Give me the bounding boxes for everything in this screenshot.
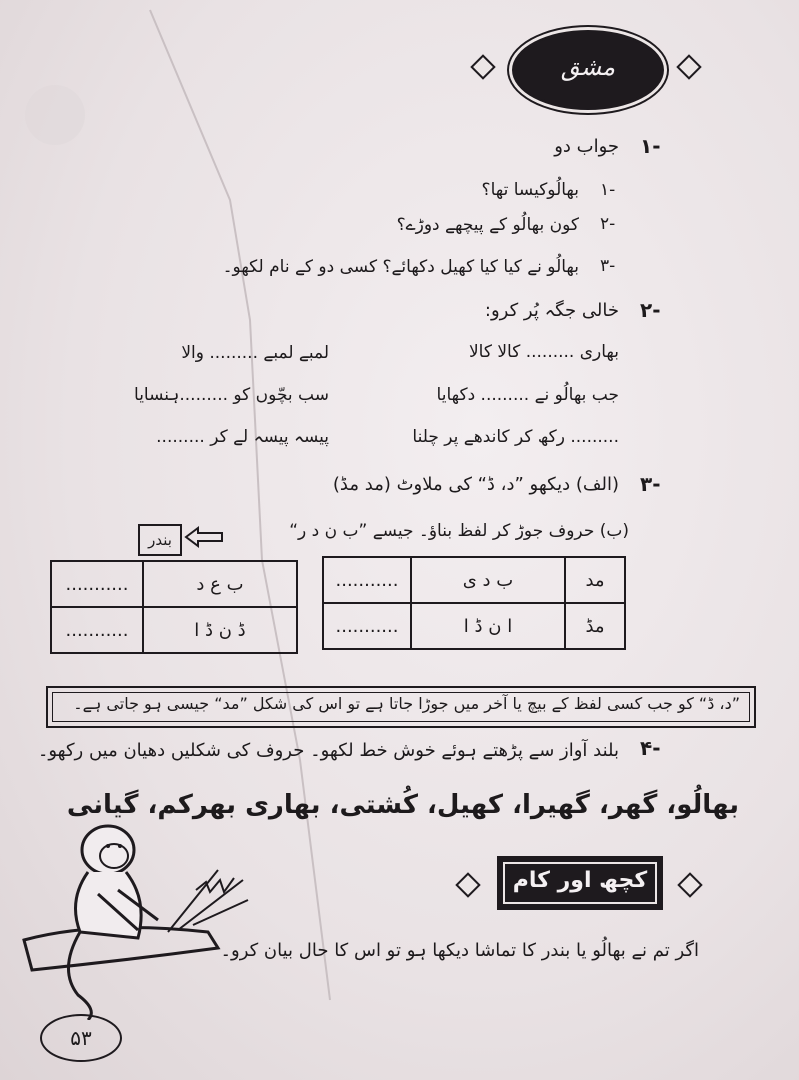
q3-number: ۳- bbox=[600, 256, 616, 276]
q1-text: بھالُوکیسا تھا؟ bbox=[481, 180, 579, 200]
table-blank-cell: ........... bbox=[51, 607, 143, 653]
table-blank-cell: ........... bbox=[51, 561, 143, 607]
extra-work-title: کچھ اور کام bbox=[512, 868, 648, 893]
q1-number: ۱- bbox=[600, 180, 616, 200]
join-table-right bbox=[322, 556, 626, 650]
title-oval bbox=[512, 30, 664, 110]
extra-work-title-box bbox=[497, 856, 663, 910]
fill-right-2: جب بھالُو نے ......... دکھایا bbox=[436, 385, 619, 405]
table-letters-cell: ب د ی bbox=[411, 557, 565, 603]
table-letters-cell: ا ن ڈ ا bbox=[411, 603, 565, 649]
section3-heading: (الف) دیکھو ”د، ڈ“ کی ملاوٹ (مد مڈ) bbox=[332, 474, 619, 495]
section4-number: ۴- bbox=[640, 736, 661, 760]
table-letters-cell: ب ع د bbox=[143, 561, 297, 607]
section2-number: ۲- bbox=[640, 298, 661, 322]
fill-right-3: ......... رکھ کر کاندھے پر چلنا bbox=[412, 427, 619, 447]
fill-left-3: پیسہ پیسہ لے کر ......... bbox=[156, 427, 329, 447]
section3-number: ۳- bbox=[640, 472, 661, 496]
join-table-left bbox=[50, 560, 298, 654]
practice-words: بھالُو، گھر، گھیرا، کھیل، کُشتی، بھاری بھرکم، گیانی bbox=[66, 790, 739, 820]
section4-heading: بلند آواز سے پڑھتے ہوئے خوش خط لکھو۔ حروف کی شکلیں دھیان میں رکھو۔ bbox=[37, 740, 619, 761]
ornament-right-icon bbox=[676, 54, 701, 79]
extra-work-banner bbox=[455, 852, 705, 916]
fill-left-2: سب بچّوں کو .........ہنسایا bbox=[134, 385, 329, 405]
section1-number: ۱- bbox=[640, 134, 661, 158]
q3-text: بھالُو نے کیا کیا کھیل دکھائے؟ کسی دو کے نام لکھو۔ bbox=[222, 257, 579, 277]
table-row bbox=[323, 603, 625, 649]
arrow-left-icon bbox=[184, 526, 224, 548]
rule-note-text: ”د، ڈ“ کو جب کسی لفظ کے بیچ یا آخر میں جوڑا جاتا ہے تو اس کی شکل ”مد“ جیسی ہو جاتی ہے۔ bbox=[73, 694, 740, 713]
section3-sub-b: (ب) حروف جوڑ کر لفظ بناؤ۔ جیسے ”ب ن د ر“ bbox=[289, 521, 629, 541]
ornament-left-icon bbox=[470, 54, 495, 79]
monkey-illustration bbox=[18, 820, 258, 1020]
q2-number: ۲- bbox=[600, 214, 616, 234]
fill-left-1: لمبے لمبے ......... والا bbox=[181, 343, 329, 363]
fill-right-1: بھاری ......... کالا کالا bbox=[468, 342, 619, 362]
table-row bbox=[51, 561, 297, 607]
table-blank-cell: ........... bbox=[323, 557, 411, 603]
table-head-cell: مد bbox=[565, 557, 625, 603]
table-letters-cell: ڈ ن ڈ ا bbox=[143, 607, 297, 653]
rule-note-box bbox=[46, 686, 756, 728]
section1-heading: جواب دو bbox=[554, 136, 619, 157]
extra-work-text: اگر تم نے بھالُو یا بندر کا تماشا دیکھا ہو تو اس کا حال بیان کرو۔ bbox=[220, 940, 699, 961]
page-title: مشق bbox=[560, 53, 616, 81]
q2-text: کون بھالُو کے پیچھے دوڑے؟ bbox=[396, 215, 579, 235]
ornament-left-icon bbox=[455, 872, 480, 897]
title-banner bbox=[470, 26, 700, 112]
section2-heading: خالی جگہ پُر کرو: bbox=[484, 300, 619, 321]
ornament-right-icon bbox=[677, 872, 702, 897]
table-row bbox=[323, 557, 625, 603]
table-blank-cell: ........... bbox=[323, 603, 411, 649]
table-head-cell: مڈ bbox=[565, 603, 625, 649]
page-number: ۵۳ bbox=[40, 1014, 122, 1062]
example-word-box: بندر bbox=[138, 524, 182, 556]
table-row bbox=[51, 607, 297, 653]
